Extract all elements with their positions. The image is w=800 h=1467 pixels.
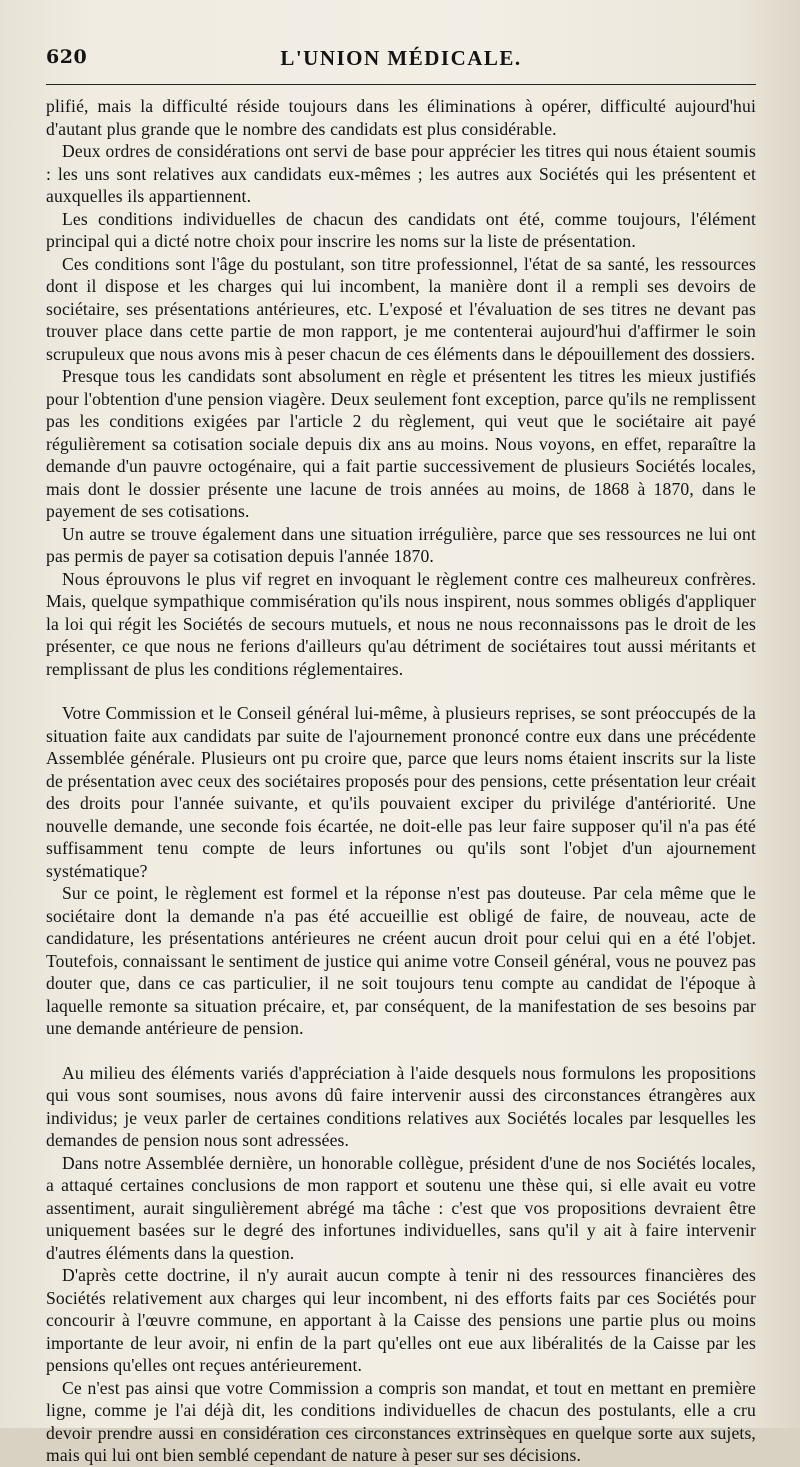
body-text	[46, 95, 756, 1467]
running-title: L'UNION MÉDICALE.	[280, 46, 522, 70]
page-header	[46, 44, 756, 78]
paragraph: Ce n'est pas ainsi que votre Commission a compris son mandat, et tout en mettant en première ligne, comme je l'ai déjà dit, les conditions individuelles de chacun des postulants, elle a cru devoir prendre aussi en considération ces circonstances extrinsèques en quelque sorte aux sujets, mais qui lui ont bien semblé cependant de nature à peser sur ses décisions.	[46, 1377, 756, 1465]
paragraph: D'après cette doctrine, il n'y aurait aucun compte à tenir ni des ressources financières des Sociétés relativement aux charges qui leur incombent, ni des efforts faits par ces Sociétés pour concourir à l'œuvre commune, en apportant à la Caisse des pensions une partie plus ou moins importante de leur avoir, ni enfin de la part qu'elles ont eue aux libéralités de la Caisse par les pensions qu'elles ont reçues antérieurement.	[46, 1265, 756, 1375]
paragraph: plifié, mais la difficulté réside toujours dans les éliminations à opérer, difficulté aujourd'hui d'autant plus grande que le nombre des candidats est plus considérable.	[46, 96, 756, 139]
paragraph: Nous éprouvons le plus vif regret en invoquant le règlement contre ces malheureux confrères. Mais, quelque sympathique commisération qu'ils nous inspirent, nous sommes obligés d'appliquer la loi qui régit les Sociétés de secours mutuels, et nous ne nous reconnaissons pas le droit de les présenter, ce que nous ne ferions d'ailleurs qu'au détriment de sociétaires tout aussi méritants et remplissant de plus les conditions réglementaires.	[46, 568, 756, 679]
paragraph: Au milieu des éléments variés d'appréciation à l'aide desquels nous formulons les propositions qui vous sont soumises, nous avons dû faire intervenir aussi des circonstances étrangères aux individus; je veux parler de certaines conditions relatives aux Sociétés locales par lesquelles les demandes de pension nous sont adressées.	[46, 1062, 756, 1150]
paragraph: Les conditions individuelles de chacun des candidats ont été, comme toujours, l'élément principal qui a dicté notre choix pour inscrire les noms sur la liste de présentation.	[46, 208, 756, 251]
header-rule	[46, 84, 756, 85]
paragraph: Votre Commission et le Conseil général lui-même, à plusieurs reprises, se sont préoccupés de la situation faite aux candidats par suite de l'ajournement prononcé contre eux dans une précédente Assemblée générale. Plusieurs ont pu croire que, parce que leurs noms étaient inscrits sur la liste de présentation avec ceux des sociétaires proposés pour des pensions, cette présentation leur créait des droits pour l'année suivante, et qu'ils pouvaient exciper du privilége d'antériorité. Une nouvelle demande, une seconde fois écartée, ne doit-elle pas leur faire supposer qu'il n'a pas été suffisamment tenu compte de leurs infortunes ou qu'ils sont l'objet d'un ajournement systématique?	[46, 703, 756, 881]
page-number: 620	[46, 46, 88, 68]
paragraph: Dans notre Assemblée dernière, un honorable collègue, président d'une de nos Sociétés locales, a attaqué certaines conclusions de mon rapport et soutenu une thèse qui, si elle avait eu votre assentiment, aurait singulièrement abrégé ma tâche : c'est que vos propositions devraient être uniquement basées sur le degré des infortunes individuelles, sans qu'il y ait à faire intervenir d'autres éléments dans la question.	[46, 1152, 756, 1263]
paragraph: Deux ordres de considérations ont servi de base pour apprécier les titres qui nous étaient soumis : les uns sont relatives aux candidats eux-mêmes ; les autres aux Sociétés qui les présentent et auxquelles ils appartiennent.	[46, 141, 756, 206]
paragraph: Sur ce point, le règlement est formel et la réponse n'est pas douteuse. Par cela même que le sociétaire dont la demande n'a pas été accueillie est obligé de faire, de nouveau, acte de candidature, les présentations antérieures ne créent aucun droit pour celui qui en a été l'objet. Toutefois, connaissant le sentiment de justice qui anime votre Conseil général, vous ne pouvez pas douter que, dans ce cas particulier, il ne soit toujours tenu compte au candidat de l'époque à laquelle remonte sa situation précaire, et, par conséquent, de la manifestation de ses besoins par une demande antérieure de pension.	[46, 883, 756, 1038]
paragraph: Ces conditions sont l'âge du postulant, son titre professionnel, l'état de sa santé, les ressources dont il dispose et les charges qui lui incombent, la manière dont il a rempli ses devoirs de sociétaire, ses présentations antérieures, etc. L'exposé et l'évaluation de ses titres ne devant pas trouver place dans cette partie de mon rapport, je me contenterai aujourd'hui d'affirmer le soin scrupuleux que nous avons mis à peser chacun de ces éléments dans le dépouillement des dossiers.	[46, 253, 756, 364]
paragraph: Un autre se trouve également dans une situation irrégulière, parce que ses ressources ne lui ont pas permis de payer sa cotisation depuis l'année 1870.	[46, 523, 756, 566]
paragraph: Presque tous les candidats sont absolument en règle et présentent les titres les mieux justifiés pour l'obtention d'une pension viagère. Deux seulement font exception, parce qu'ils ne remplissent pas les conditions exigées par l'article 2 du règlement, qui veut que le sociétaire ait payé régulièrement sa cotisation sociale depuis dix ans au moins. Nous voyons, en effet, reparaître la demande d'un pauvre octogénaire, qui a fait partie successivement de plusieurs Sociétés locales, mais dont le dossier présente une lacune de trois années au moins, de 1868 à 1870, dans le payement de ses cotisations.	[46, 366, 756, 521]
